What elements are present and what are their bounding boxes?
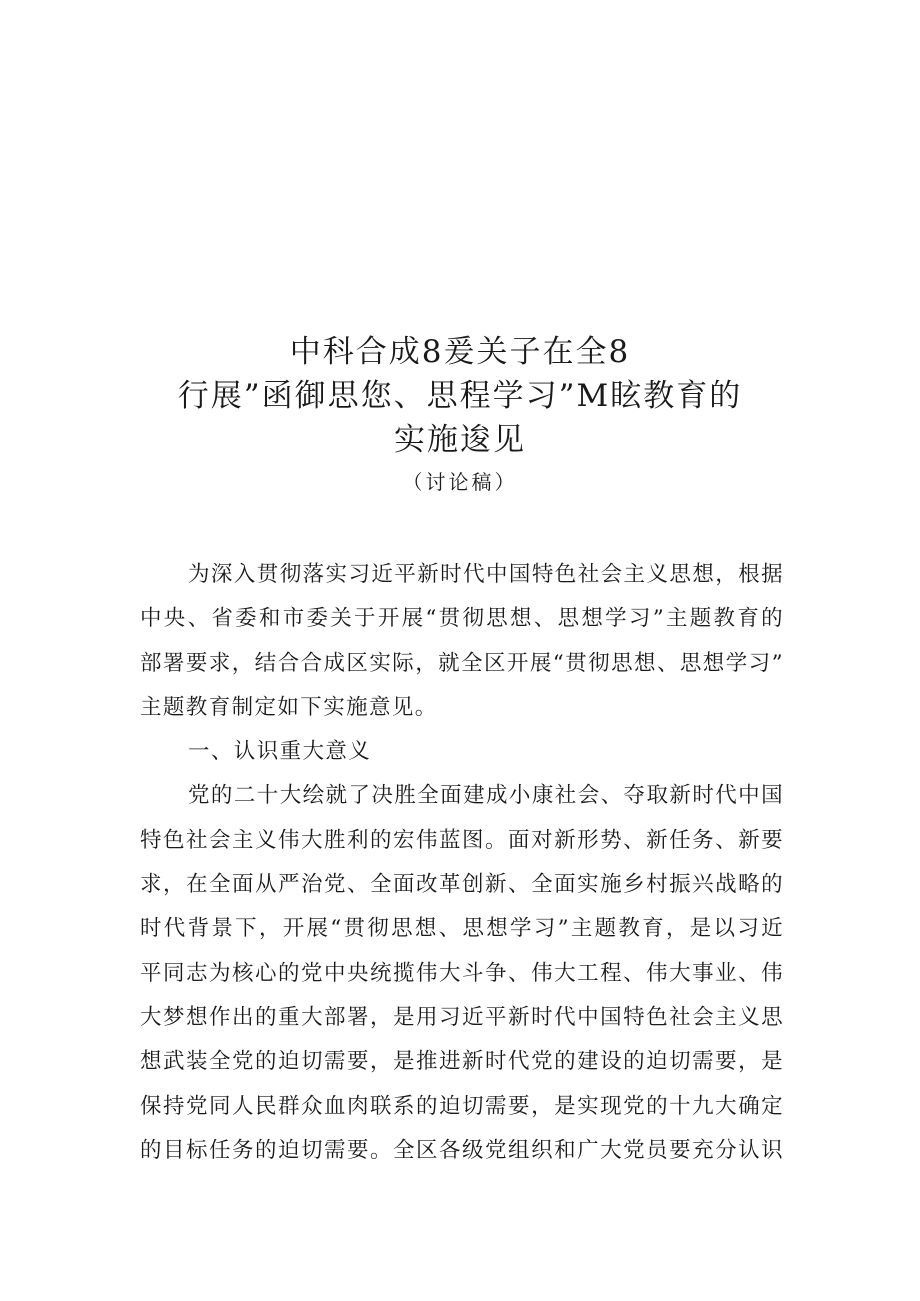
document-title: [0, 330, 920, 462]
title-line: 实施逡见: [394, 422, 526, 458]
title-line: 行展”函御思您、思程学习”M眩教育的: [177, 378, 743, 414]
paragraph-line: 想武装全党的迫切需要，是推进新时代党的建设的迫切需要，是: [140, 1049, 784, 1075]
paragraph-line: 为深入贯彻落实习近平新时代中国特色社会主义思想，根据: [188, 562, 784, 587]
title-line: 中科合成8爰关子在全8: [289, 334, 631, 370]
paragraph-line: 中央、省委和市委关于开展“贯彻思想、思想学习”主题教育的: [140, 606, 784, 632]
paragraph-line: 的目标任务的迫切需要。全区各级党组织和广大党员要充分认识: [140, 1137, 784, 1163]
section-heading: 一、认识重大意义: [188, 739, 372, 765]
paragraph-line: 求，在全面从严治党、全面改革创新、全面实施乡村振兴战略的: [140, 872, 784, 898]
paragraph-line: 部署要求，结合合成区实际，就全区开展“贯彻思想、思想学习”: [140, 650, 784, 676]
paragraph-line: 保持党同人民群众血肉联系的迫切需要，是实现党的十九大确定: [140, 1093, 784, 1119]
document-body: [140, 553, 784, 1173]
paragraph-line: 党的二十大绘就了决胜全面建成小康社会、夺取新时代中国: [188, 783, 784, 809]
paragraph-line: 时代背景下，开展“贯彻思想、思想学习”主题教育，是以习近: [140, 916, 784, 942]
paragraph-line: 特色社会主义伟大胜利的宏伟蓝图。面对新形势、新任务、新要: [140, 827, 784, 853]
paragraph-line: 平同志为核心的党中央统揽伟大斗争、伟大工程、伟大事业、伟: [140, 960, 784, 986]
paragraph-line: 主题教育制定如下实施意见。: [140, 694, 438, 720]
document-subtitle: （讨论稿）: [402, 470, 518, 494]
paragraph-line: 大梦想作出的重大部署，是用习近平新时代中国特色社会主义思: [140, 1004, 784, 1030]
